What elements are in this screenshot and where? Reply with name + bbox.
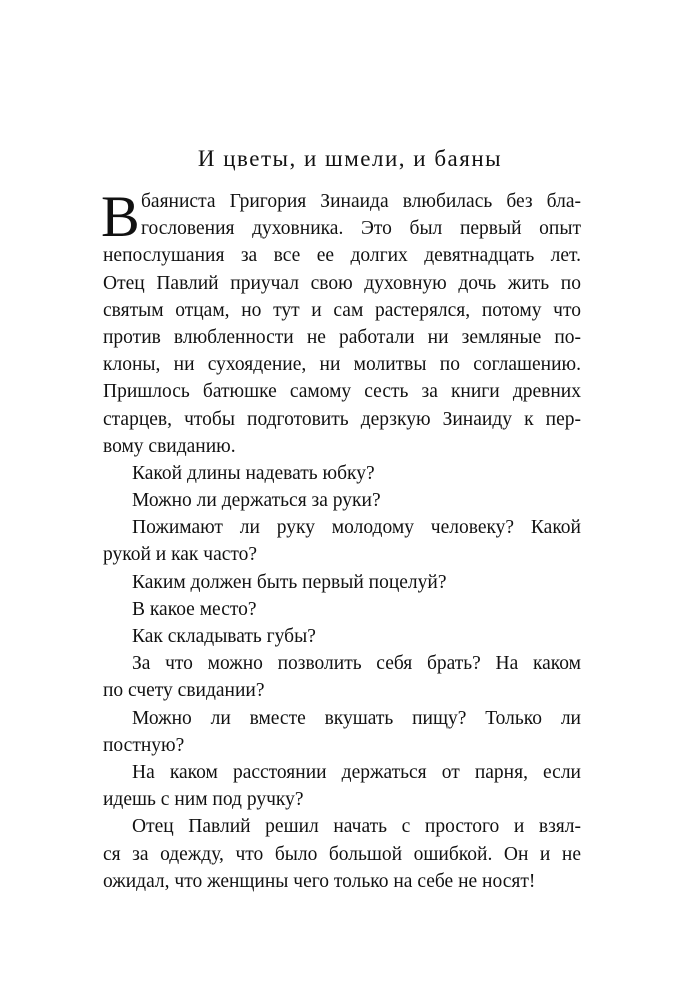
text-line: Как складывать губы?	[132, 626, 316, 647]
text-line: по счету свидании?	[103, 680, 265, 702]
text-line: клоны, ни сухоядение, ни молитвы по соглашению.	[103, 354, 581, 376]
text-line: На каком расстоянии держаться от парня, если	[132, 761, 581, 783]
text-line: вому свиданию.	[103, 435, 236, 457]
text-line: Пожимают ли руку молодому человеку? Какой	[132, 517, 581, 539]
chapter-title: И цветы, и шмели, и баяны	[197, 146, 503, 171]
text-lines	[101, 184, 581, 895]
text-line: идешь с ним под ручку?	[103, 789, 304, 811]
text-line: Каким должен быть первый поцелуй?	[132, 571, 447, 593]
text-line: рукой и как часто?	[103, 544, 258, 566]
text-line: Можно ли держаться за руки?	[132, 490, 381, 512]
text-line: Можно ли вместе вкушать пищу? Только ли	[132, 707, 581, 729]
text-line: ожидал, что женщины чего только на себе не носят!	[103, 870, 536, 892]
text-line: Отец Павлий решил начать с простого и взял-	[132, 816, 581, 838]
text-line: святым отцам, но тут и сам растерялся, потому что	[103, 299, 581, 321]
text-line: постную?	[103, 734, 185, 756]
text-line: Какой длины надевать юбку?	[132, 462, 375, 484]
text-line: За что можно позволить себя брать? На каком	[132, 653, 581, 675]
drop-cap: В	[101, 184, 140, 249]
text-line: В какое место?	[132, 598, 257, 620]
text-line: непослушания за все ее долгих девятнадцать лет.	[103, 245, 581, 267]
text-line: против влюбленности не работали ни земляные по-	[103, 326, 581, 348]
body-text	[101, 184, 581, 895]
text-line: гословения духовника. Это был первый опыт	[141, 218, 581, 240]
text-line: ся за одежду, что было большой ошибкой. Он и не	[103, 843, 581, 865]
text-line: баяниста Григория Зинаида влюбилась без бла-	[141, 191, 581, 212]
text-line: Отец Павлий приучал свою духовную дочь жить по	[103, 272, 581, 294]
text-line: Пришлось батюшке самому сесть за книги древних	[103, 381, 581, 403]
text-line: старцев, чтобы подготовить дерзкую Зинаиду к пер-	[103, 408, 581, 430]
